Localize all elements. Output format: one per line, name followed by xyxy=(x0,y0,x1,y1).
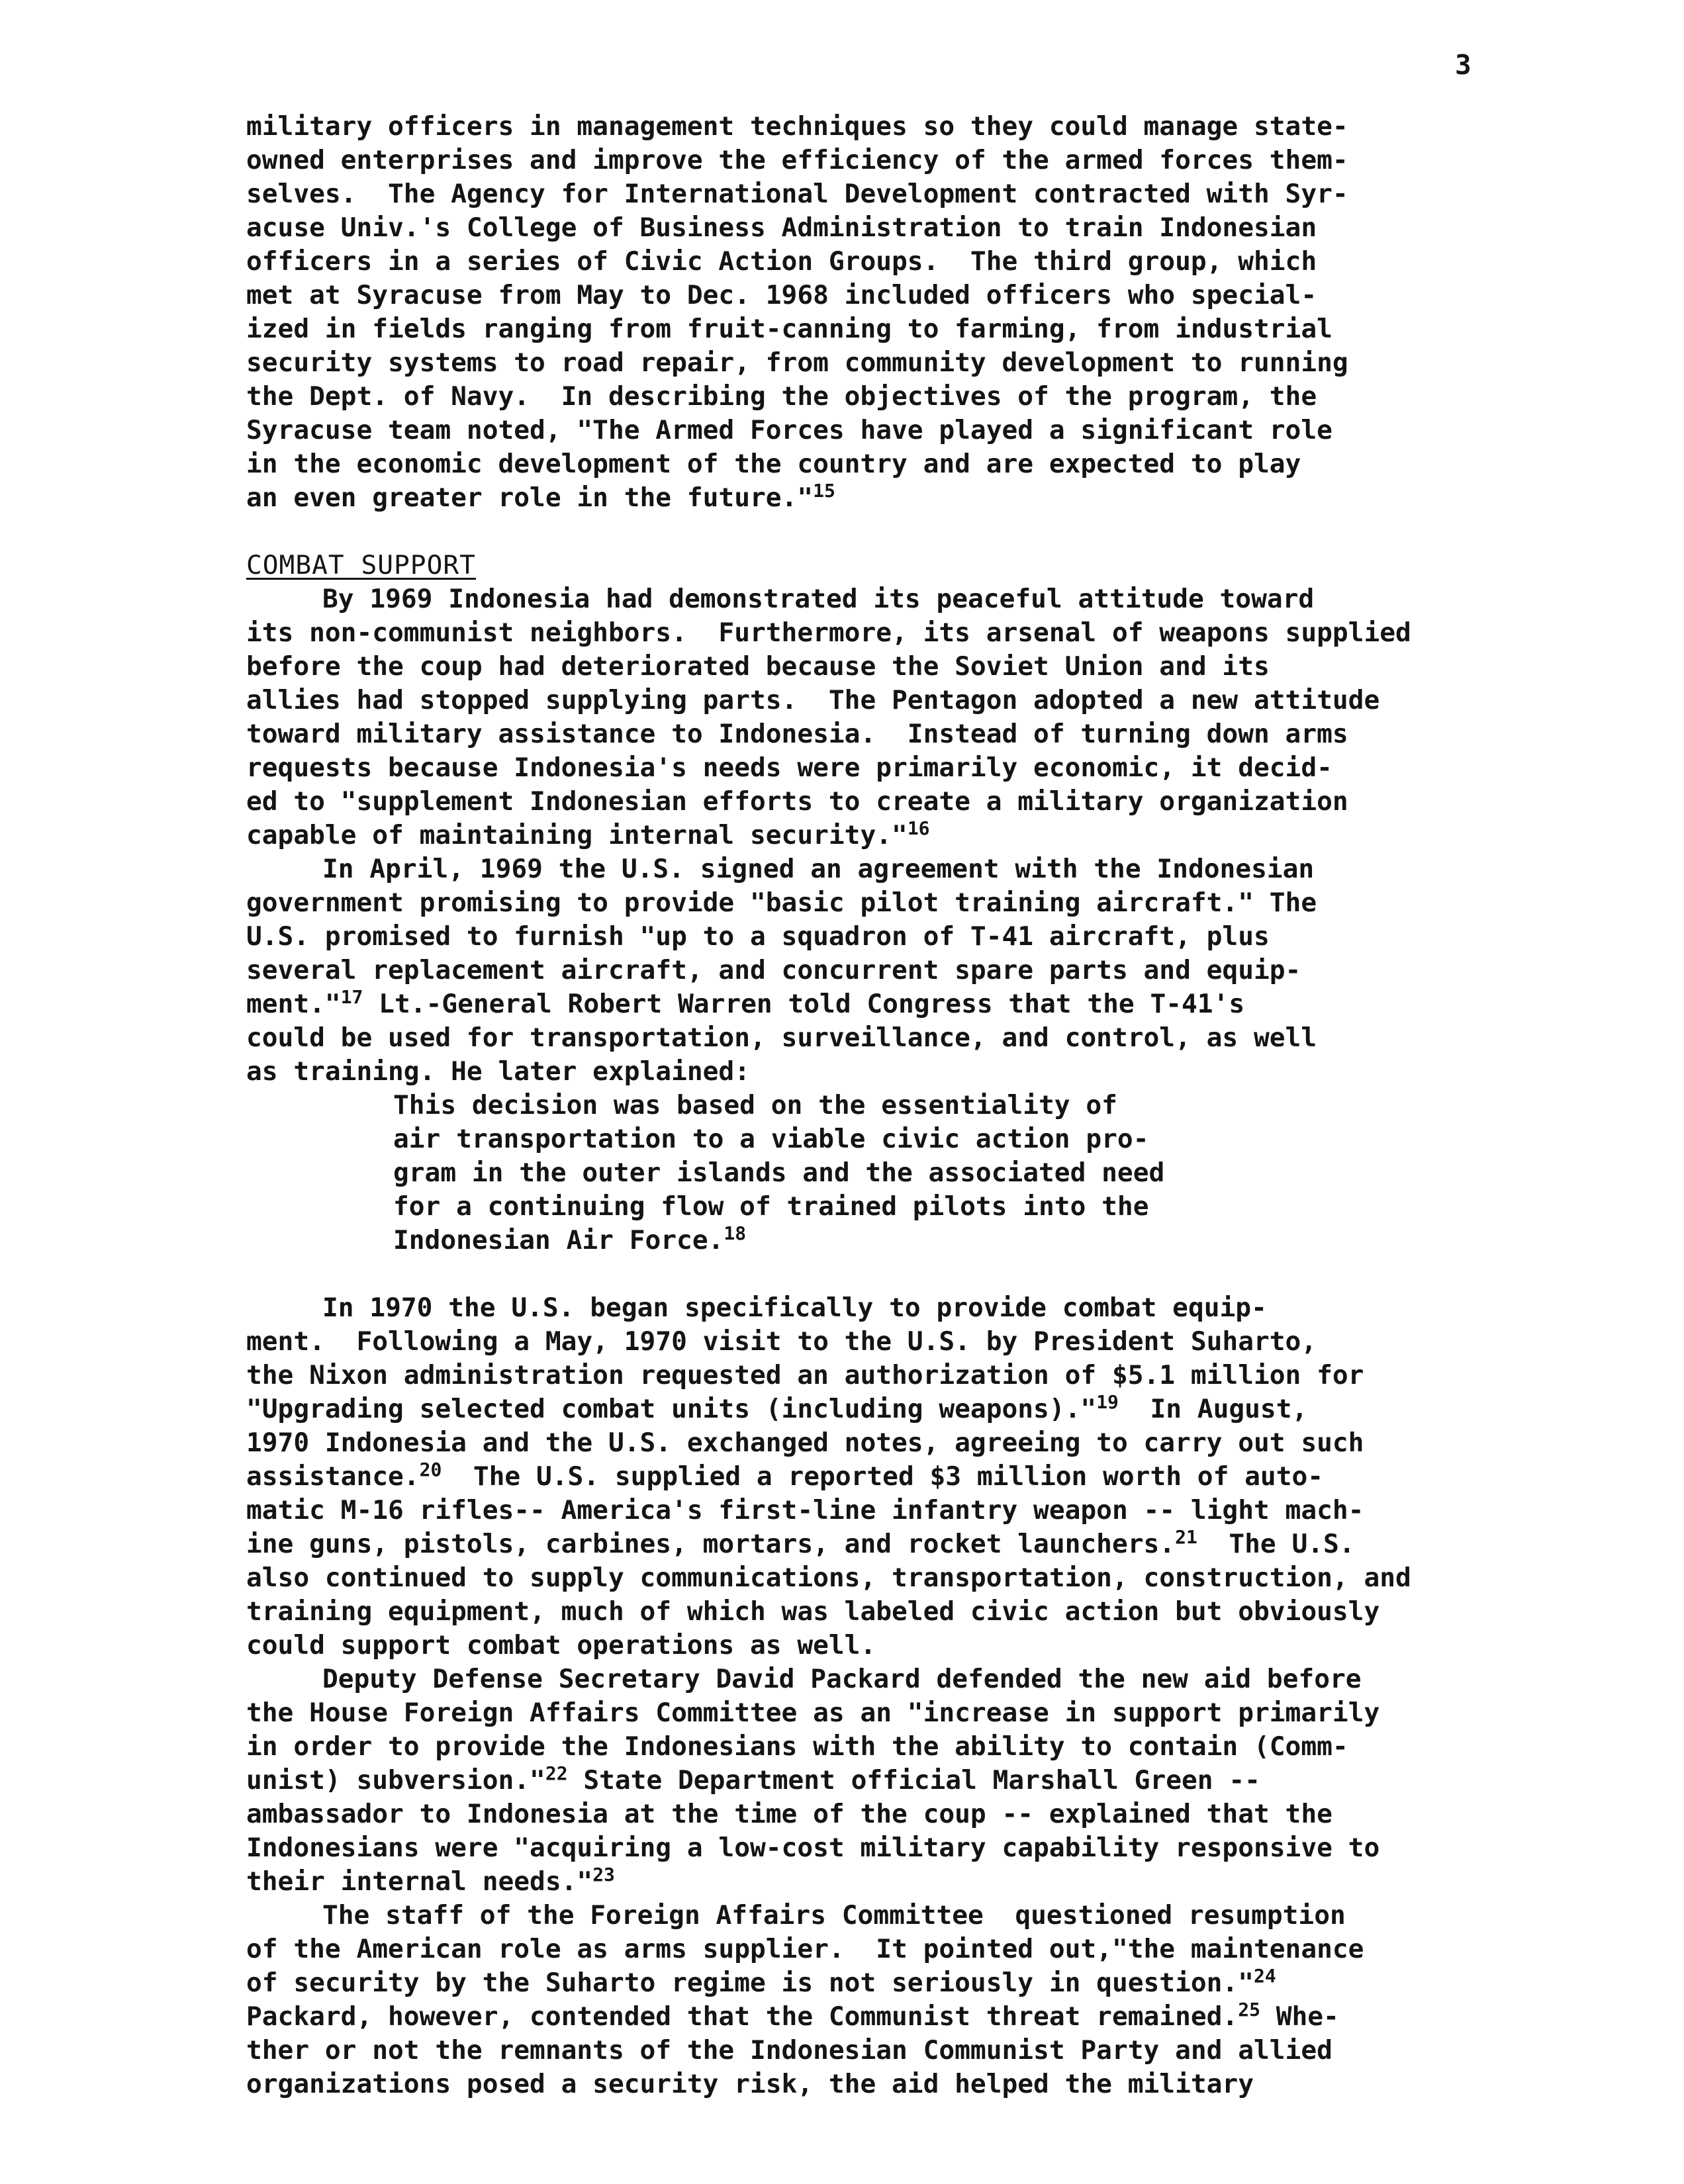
text-line: several replacement aircraft, and concurrent spare parts and equip- xyxy=(246,955,1301,985)
text-line xyxy=(246,1966,1610,2000)
text-line xyxy=(246,987,1610,1021)
text-line: matic M-16 rifles-- America's first-line infantry weapon -- light mach- xyxy=(246,1495,1364,1525)
text-line: could be used for transportation, surveillance, and control, as well xyxy=(246,1023,1317,1053)
paragraph-5 xyxy=(246,1662,1610,1899)
text-span: ment." xyxy=(246,989,341,1019)
text-span: "Upgrading selected combat units (including weapons)." xyxy=(246,1394,1097,1424)
text-line: the House Foreign Affairs Committee as an "increase in support primarily xyxy=(246,1698,1380,1728)
text-line: In 1970 the U.S. began specifically to provide combat equip- xyxy=(322,1293,1267,1323)
footnote-ref: 16 xyxy=(907,817,930,839)
footnote-ref: 20 xyxy=(419,1459,442,1480)
text-span: The U.S. xyxy=(1197,1529,1355,1559)
quote-line: for a continuing flow of trained pilots into the xyxy=(393,1191,1149,1222)
text-span: Packard, however, contended that the Communist threat remained. xyxy=(246,2001,1239,2032)
text-line: Indonesians were "acquiring a low-cost military capability responsive to xyxy=(246,1833,1380,1863)
text-line: 1970 Indonesia and the U.S. exchanged notes, agreeing to carry out such xyxy=(246,1428,1364,1458)
text-line xyxy=(246,819,1610,852)
paragraph-2 xyxy=(246,582,1610,852)
text-line: ized in fields ranging from fruit-canning to farming, from industrial xyxy=(246,314,1333,344)
text-line: the Nixon administration requested an authorization of $5.1 million for xyxy=(246,1360,1364,1390)
text-line: before the coup had deteriorated because the Soviet Union and its xyxy=(246,651,1270,682)
text-line: met at Syracuse from May to Dec. 1968 included officers who special- xyxy=(246,280,1317,310)
text-line: U.S. promised to furnish "up to a squadron of T-41 aircraft, plus xyxy=(246,921,1270,952)
text-line: officers in a series of Civic Action Groups. The third group, which xyxy=(246,246,1317,277)
text-line: ambassador to Indonesia at the time of the coup -- explained that the xyxy=(246,1799,1333,1829)
quote-line: gram in the outer islands and the associated need xyxy=(393,1158,1165,1188)
text-span: unist) subversion." xyxy=(246,1765,545,1796)
text-line: requests because Indonesia's needs were primarily economic, it decid- xyxy=(246,752,1333,783)
text-span: assistance. xyxy=(246,1461,420,1492)
text-line: owned enterprises and improve the efficiency of the armed forces them- xyxy=(246,145,1348,175)
text-line: ed to "supplement Indonesian efforts to create a military organization xyxy=(246,786,1348,817)
text-span: their internal needs." xyxy=(246,1866,593,1897)
paragraph-3 xyxy=(246,852,1610,1089)
text-line: military officers in management techniques so they could manage state- xyxy=(246,111,1348,142)
document-body xyxy=(246,110,1610,2101)
paragraph-6 xyxy=(246,1899,1610,2101)
text-line: the Dept. of Navy. In describing the objectives of the program, the xyxy=(246,381,1317,412)
text-span: In August, xyxy=(1118,1394,1308,1424)
footnote-ref: 21 xyxy=(1175,1526,1197,1548)
text-line: ment. Following a May, 1970 visit to the U.S. by President Suharto, xyxy=(246,1326,1317,1357)
page-number: 3 xyxy=(1455,49,1472,81)
text-line: in the economic development of the country and are expected to play xyxy=(246,449,1301,479)
footnote-ref: 23 xyxy=(592,1864,615,1886)
block-quote xyxy=(246,1089,1610,1257)
text-line xyxy=(246,481,1610,515)
text-line xyxy=(246,2000,1610,2034)
text-line xyxy=(246,1460,1610,1494)
text-line: acuse Univ.'s College of Business Administration to train Indonesian xyxy=(246,212,1317,243)
text-line: its non-communist neighbors. Furthermore, its arsenal of weapons supplied xyxy=(246,617,1411,648)
text-line: Deputy Defense Secretary David Packard defended the new aid before xyxy=(322,1664,1362,1694)
text-span: ine guns, pistols, carbines, mortars, and rocket launchers. xyxy=(246,1529,1176,1559)
text-line: allies had stopped supplying parts. The Pentagon adopted a new attitude xyxy=(246,685,1380,715)
footnote-ref: 19 xyxy=(1096,1391,1119,1413)
footnote-ref: 15 xyxy=(813,480,835,502)
text-line xyxy=(246,1527,1610,1561)
paragraph-1 xyxy=(246,110,1610,515)
footnote-ref: 25 xyxy=(1238,1999,1260,2021)
text-line xyxy=(246,1865,1610,1899)
footnote-ref: 17 xyxy=(340,986,363,1008)
text-line: training equipment, much of which was labeled civic action but obviously xyxy=(246,1596,1380,1627)
text-span: of security by the Suharto regime is not seriously in question." xyxy=(246,1968,1254,1998)
footnote-ref: 22 xyxy=(545,1762,568,1784)
text-line: Syracuse team noted, "The Armed Forces have played a significant role xyxy=(246,415,1333,445)
text-line: selves. The Agency for International Development contracted with Syr- xyxy=(246,179,1348,209)
text-line: In April, 1969 the U.S. signed an agreement with the Indonesian xyxy=(322,854,1315,884)
text-span: The U.S. supplied a reported $3 million worth of auto- xyxy=(442,1461,1324,1492)
text-line: security systems to road repair, from community development to running xyxy=(246,347,1348,378)
text-span: State Department official Marshall Green -- xyxy=(567,1765,1260,1796)
footnote-ref: 18 xyxy=(724,1222,747,1244)
quote-line: This decision was based on the essentiality of xyxy=(393,1090,1117,1120)
quote-line xyxy=(246,1224,1610,1257)
text-span: Lt.-General Robert Warren told Congress that the T-41's xyxy=(363,989,1245,1019)
text-line xyxy=(246,1392,1610,1426)
text-line xyxy=(246,1764,1610,1797)
text-line: could support combat operations as well. xyxy=(246,1630,876,1661)
text-line: government promising to provide "basic pilot training aircraft." The xyxy=(246,887,1317,918)
text-line: By 1969 Indonesia had demonstrated its peaceful attitude toward xyxy=(322,584,1315,614)
text-line: toward military assistance to Indonesia. Instead of turning down arms xyxy=(246,719,1348,749)
text-line: as training. He later explained: xyxy=(246,1056,750,1087)
text-span: an even greater role in the future." xyxy=(246,482,814,513)
text-line: in order to provide the Indonesians with the ability to contain (Comm- xyxy=(246,1731,1348,1762)
text-line: ther or not the remnants of the Indonesian Communist Party and allied xyxy=(246,2035,1333,2066)
text-line: The staff of the Foreign Affairs Committee questioned resumption xyxy=(322,1900,1346,1931)
text-span: Whe- xyxy=(1260,2001,1339,2032)
footnote-ref: 24 xyxy=(1253,1965,1276,1987)
text-span: Indonesian Air Force. xyxy=(393,1225,724,1255)
text-line: of the American role as arms supplier. It pointed out,"the maintenance xyxy=(246,1934,1364,1964)
section-heading: COMBAT SUPPORT xyxy=(246,550,476,580)
text-line: organizations posed a security risk, the aid helped the military xyxy=(246,2069,1254,2099)
quote-line: air transportation to a viable civic action pro- xyxy=(393,1124,1149,1154)
text-line: also continued to supply communications, transportation, construction, and xyxy=(246,1563,1411,1593)
paragraph-4 xyxy=(246,1291,1610,1662)
text-span: capable of maintaining internal security." xyxy=(246,820,908,850)
